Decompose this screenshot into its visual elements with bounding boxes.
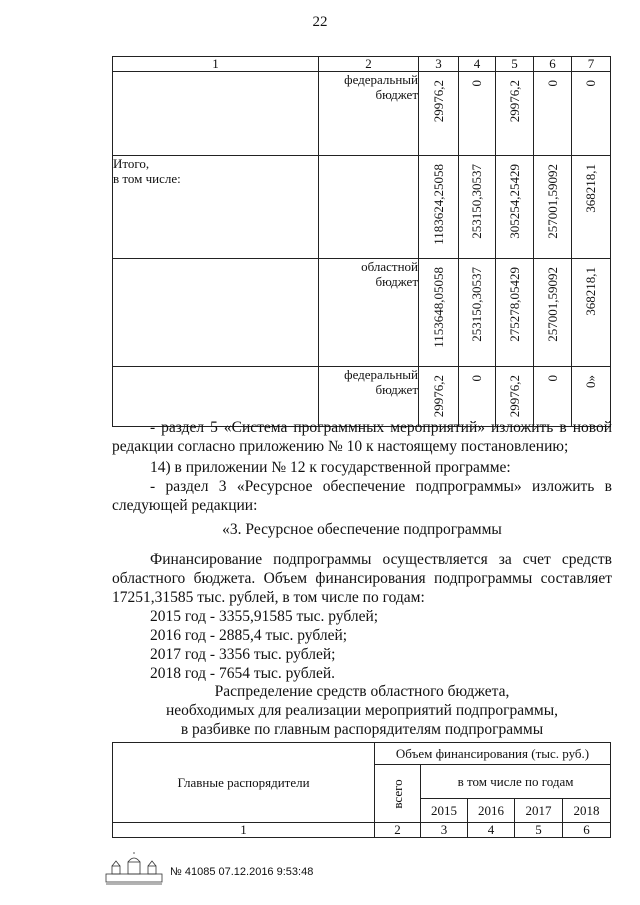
col-header: 1 <box>113 57 319 72</box>
financing-table <box>112 56 611 427</box>
cell-value: 257001,59092 <box>544 267 560 342</box>
cell-value: 368218,1 <box>583 164 598 213</box>
table-header-row <box>113 57 611 72</box>
year-header: 2018 <box>563 799 611 823</box>
year-line: 2016 год - 2885,4 тыс. рублей; <box>150 627 348 644</box>
row-label <box>113 72 319 156</box>
col-header-volume: Объем финансирования (тыс. руб.) <box>375 743 611 765</box>
year-line: 2015 год - 3355,91585 тыс. рублей; <box>150 608 379 625</box>
cell-value: 0 <box>544 375 560 382</box>
year-header: 2017 <box>515 799 563 823</box>
year-header: 2015 <box>421 799 468 823</box>
col-header: 2 <box>319 57 419 72</box>
section-heading: «3. Ресурсное обеспечение подпрограммы <box>222 521 502 538</box>
cell-value: 29976,2 <box>430 80 446 123</box>
cell-value: 0 <box>469 80 484 87</box>
cell-value: 0» <box>583 375 598 388</box>
budget-source: федеральный бюджет <box>319 367 419 427</box>
col-number: 6 <box>563 823 611 838</box>
cell-value: 253150,30537 <box>469 267 484 342</box>
col-header: 6 <box>534 57 572 72</box>
table-row <box>113 259 611 367</box>
budget-source: областной бюджет <box>319 259 419 367</box>
distribution-title: Распределение средств областного бюджета, необходимых для реализации мероприятий подпрограммы, в разбивке по главным распорядителям подпрограммы <box>165 683 559 738</box>
cell-value: 275278,05429 <box>506 267 522 342</box>
col-number: 5 <box>515 823 563 838</box>
budget-source: федеральный бюджет <box>319 72 419 156</box>
cell-value: 305254,25429 <box>506 164 522 239</box>
cell-value: 0 <box>469 375 484 382</box>
cell-value: 257001,59092 <box>544 164 560 239</box>
year-header: 2016 <box>468 799 515 823</box>
paragraph-item14: 14) в приложении № 12 к государственной программе: <box>150 459 511 476</box>
col-header: 3 <box>419 57 459 72</box>
cell-value: 1183624,25058 <box>430 164 446 245</box>
col-number: 3 <box>421 823 468 838</box>
row-label <box>113 259 319 367</box>
document-stamp: № 41085 07.12.2016 9:53:48 <box>170 866 314 878</box>
table-row <box>113 72 611 156</box>
cell-value: 29976,2 <box>430 375 446 418</box>
table-row <box>113 156 611 259</box>
kremlin-logo-icon <box>104 852 164 886</box>
col-header-managers: Главные распорядители <box>113 743 375 823</box>
year-line: 2018 год - 7654 тыс. рублей. <box>150 665 336 682</box>
row-label: Итого, в том числе: <box>113 156 319 259</box>
paragraph-section3: - раздел 3 «Ресурсное обеспечение подпрограммы» изложить в следующей редакции: <box>112 478 612 514</box>
cell-value: 0 <box>583 80 598 87</box>
cell-value: 253150,30537 <box>469 164 484 239</box>
year-line: 2017 год - 3356 тыс. рублей; <box>150 646 336 663</box>
cell-value: 1153648,05058 <box>430 267 446 348</box>
paragraph-section5: - раздел 5 «Система программных мероприятий» изложить в новой редакции согласно приложению № 10 к настоящему постановлению; <box>112 419 612 455</box>
cell-value: 29976,2 <box>506 375 522 418</box>
cell-value: 368218,1 <box>583 267 598 316</box>
page-number: 22 <box>312 14 328 30</box>
col-header-by-years: в том числе по годам <box>421 765 611 799</box>
paragraph-financing: Финансирование подпрограммы осуществляется за счет средств областного бюджета. Объем финансирования подпрограммы составляет 17251,31585 тыс. рублей, в том числе по годам: <box>112 551 612 606</box>
years-list <box>112 607 640 683</box>
cell-value: 0 <box>544 80 560 87</box>
col-header: 7 <box>572 57 611 72</box>
cell-value: 29976,2 <box>506 80 522 123</box>
col-number: 2 <box>375 823 421 838</box>
col-header: 5 <box>496 57 534 72</box>
col-header-total: всего <box>389 778 405 809</box>
col-number: 4 <box>468 823 515 838</box>
col-header: 4 <box>459 57 496 72</box>
distribution-table <box>112 742 611 838</box>
budget-source <box>319 156 419 259</box>
col-number: 1 <box>113 823 375 838</box>
